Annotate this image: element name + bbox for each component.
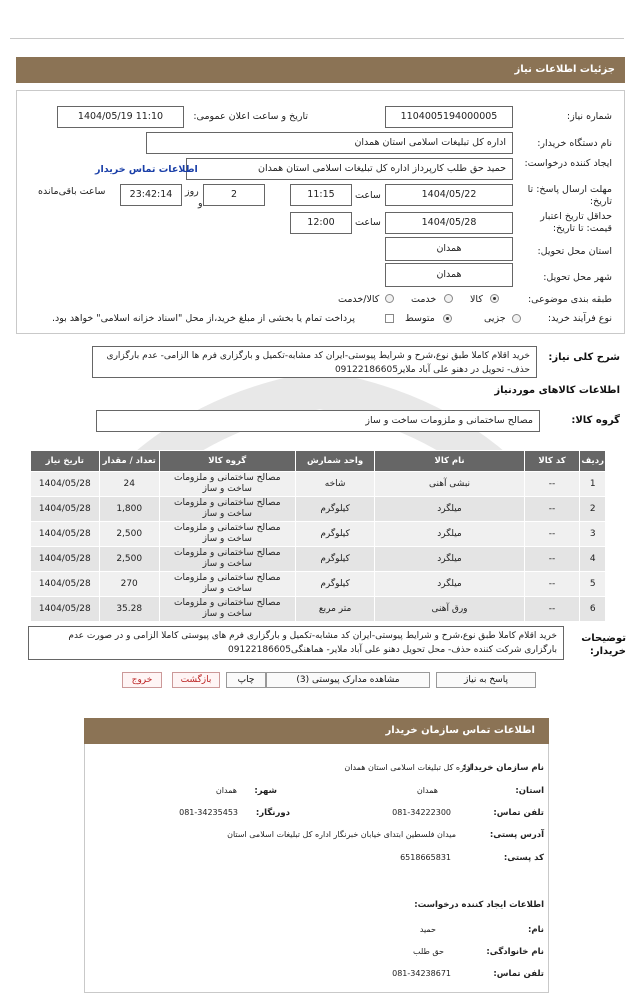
category-label: طبقه بندی موضوعی:	[527, 294, 612, 305]
page-title: جزئیات اطلاعات نیاز	[16, 57, 625, 83]
fax-value: 081-34235453	[179, 808, 238, 817]
notes-field: خرید اقلام کاملا طبق نوع،شرح و شرایط پیوستی-ایران کد مشابه-تکمیل و بارگزاری فرم های پیوستی کاملا الزامی و در صورت عدم بارگزاری شرکت کننده حذف- محل تحویل دهنو علی آباد ملایر- هماهنگی09122186605	[28, 626, 564, 660]
province-contact-value: همدان	[416, 786, 438, 795]
process-option-medium: متوسط	[405, 313, 435, 324]
process-option-minor: جزیی	[484, 313, 506, 324]
goods-group-field: مصالح ساختمانی و ملزومات ساخت و ساز	[96, 410, 540, 432]
province-contact-label: استان:	[515, 786, 544, 796]
payment-note: پرداخت تمام یا بخشی از مبلغ خرید،از محل "اسناد خزانه اسلامی" خواهد بود.	[52, 313, 355, 324]
cell-name: نبشی آهنی	[375, 472, 524, 497]
table-row	[31, 472, 606, 497]
payment-checkbox[interactable]	[385, 314, 394, 323]
validity-label-text: حداقل تاریخ اعتبار قیمت: تا تاریخ:	[540, 211, 612, 234]
address-value: میدان فلسطین ابتدای خیابان خبرنگار اداره کل تبلیغات اسلامی استان	[227, 830, 456, 839]
postal-label: کد پستی:	[503, 853, 544, 863]
address-label: آدرس پستی:	[489, 830, 544, 840]
cell-name: ورق آهنی	[375, 597, 524, 622]
cell-group: مصالح ساختمانی و ملزومات ساخت و ساز	[159, 597, 295, 622]
cell-qty: 2,500	[99, 522, 159, 547]
cell-group: مصالح ساختمانی و ملزومات ساخت و ساز	[159, 472, 295, 497]
creator-phone-value: 081-34238671	[392, 969, 451, 978]
cell-name: میلگرد	[375, 547, 524, 572]
col-unit: واحد شمارش	[295, 451, 375, 472]
cell-date: 1404/05/28	[31, 597, 100, 622]
deadline-time-field[interactable]: 11:15	[290, 184, 352, 206]
cell-row: 4	[580, 547, 606, 572]
cell-code: --	[524, 522, 580, 547]
exit-button[interactable]: خروج	[122, 672, 162, 688]
validity-time-field[interactable]: 12:00	[290, 212, 352, 234]
org-label: نام سازمان خریدار:	[462, 763, 544, 773]
cell-qty: 270	[99, 572, 159, 597]
cell-row: 6	[580, 597, 606, 622]
remaining-label: ساعت باقی‌مانده	[38, 186, 106, 197]
cell-date: 1404/05/28	[31, 572, 100, 597]
validity-time-label: ساعت	[355, 217, 381, 228]
cell-unit: کیلوگرم	[295, 547, 375, 572]
creator-label	[512, 158, 612, 170]
process-radio-medium[interactable]	[443, 314, 452, 323]
creator-field[interactable]: حمید حق طلب کارپرداز اداره کل تبلیغات اسلامی استان همدان	[186, 158, 513, 180]
goods-table	[30, 450, 606, 622]
city-contact-label: شهر:	[254, 786, 277, 796]
city-label: شهر محل تحویل:	[543, 272, 612, 283]
top-divider	[10, 38, 624, 39]
cell-code: --	[524, 547, 580, 572]
first-name-value: حمید	[419, 925, 436, 934]
col-row: ردیف	[580, 451, 606, 472]
phone-value: 081-34222300	[392, 808, 451, 817]
print-button[interactable]: چاپ	[226, 672, 266, 688]
province-label: استان محل تحویل:	[537, 246, 612, 257]
category-radio-goods[interactable]	[490, 294, 499, 303]
cell-name: میلگرد	[375, 497, 524, 522]
view-attachments-button[interactable]: مشاهده مدارک پیوستی (3)	[266, 672, 430, 688]
cell-code: --	[524, 572, 580, 597]
cell-qty: 35.28	[99, 597, 159, 622]
buyer-field[interactable]: اداره کل تبلیغات اسلامی استان همدان	[146, 132, 513, 154]
creator-phone-label: تلفن تماس:	[493, 969, 544, 979]
days-label: روز	[185, 186, 199, 197]
deadline-time-label: ساعت	[355, 190, 381, 201]
contact-section-title: اطلاعات تماس سازمان خریدار	[84, 718, 549, 744]
col-code: کد کالا	[524, 451, 580, 472]
cell-date: 1404/05/28	[31, 547, 100, 572]
deadline-label-text: مهلت ارسال پاسخ: تا تاریخ:	[527, 184, 612, 207]
postal-value: 6518665831	[400, 853, 451, 862]
table-row	[31, 522, 606, 547]
province-field[interactable]: همدان	[385, 237, 513, 261]
validity-date-field[interactable]: 1404/05/28	[385, 212, 513, 234]
cell-code: --	[524, 472, 580, 497]
cell-date: 1404/05/28	[31, 472, 100, 497]
deadline-date-field[interactable]: 1404/05/22	[385, 184, 513, 206]
col-group: گروه کالا	[159, 451, 295, 472]
col-name: نام کالا	[375, 451, 524, 472]
description-label: شرح کلی نیاز:	[548, 352, 620, 363]
need-number-field[interactable]: 1104005194000005	[385, 106, 513, 128]
creator-label-text: ایجاد کننده درخواست:	[524, 158, 612, 169]
category-option-service: خدمت	[411, 294, 437, 305]
cell-name: میلگرد	[375, 522, 524, 547]
cell-date: 1404/05/28	[31, 522, 100, 547]
org-value: اداره کل تبلیغات اسلامی استان همدان	[344, 763, 472, 772]
table-row	[31, 497, 606, 522]
city-field[interactable]: همدان	[385, 263, 513, 287]
category-radio-service[interactable]	[444, 294, 453, 303]
cell-qty: 1,800	[99, 497, 159, 522]
cell-row: 5	[580, 572, 606, 597]
cell-group: مصالح ساختمانی و ملزومات ساخت و ساز	[159, 522, 295, 547]
city-contact-value: همدان	[215, 786, 237, 795]
cell-row: 2	[580, 497, 606, 522]
category-option-goods: کالا	[470, 294, 483, 305]
back-button[interactable]: بازگشت	[172, 672, 220, 688]
col-date: تاریخ نیاز	[31, 451, 100, 472]
goods-table-header	[31, 451, 606, 472]
category-option-both: کالا/خدمت	[338, 294, 380, 305]
phone-label: تلفن تماس:	[493, 808, 544, 818]
description-field: خرید اقلام کاملا طبق نوع،شرح و شرایط پیوستی-ایران کد مشابه-تکمیل و بارگزاری فرم ها الزامی- عدم بارگزاری حذف- تحویل در دهنو علی آباد ملایر09122186605	[92, 346, 537, 378]
creator-info-title: اطلاعات ایجاد کننده درخواست:	[414, 900, 544, 910]
category-radio-both[interactable]	[385, 294, 394, 303]
announce-field[interactable]: 1404/05/19 11:10	[57, 106, 184, 128]
cell-qty: 24	[99, 472, 159, 497]
buyer-contact-link[interactable]: اطلاعات تماس خریدار	[95, 164, 198, 175]
cell-group: مصالح ساختمانی و ملزومات ساخت و ساز	[159, 572, 295, 597]
last-name-label: نام خانوادگی:	[486, 947, 544, 957]
cell-date: 1404/05/28	[31, 497, 100, 522]
cell-unit: کیلوگرم	[295, 497, 375, 522]
cell-unit: متر مربع	[295, 597, 375, 622]
deadline-label	[512, 184, 612, 208]
cell-unit: کیلوگرم	[295, 522, 375, 547]
cell-unit: شاخه	[295, 472, 375, 497]
fax-label: دورنگار:	[255, 808, 290, 818]
validity-label	[512, 211, 612, 235]
cell-unit: کیلوگرم	[295, 572, 375, 597]
col-qty: تعداد / مقدار	[99, 451, 159, 472]
process-radio-minor[interactable]	[512, 314, 521, 323]
last-name-value: حق طلب	[412, 947, 444, 956]
cell-code: --	[524, 597, 580, 622]
buyer-label: نام دستگاه خریدار:	[537, 138, 612, 149]
cell-row: 3	[580, 522, 606, 547]
process-label: نوع فرآیند خرید:	[547, 313, 612, 324]
reply-button[interactable]: پاسخ به نیاز	[436, 672, 536, 688]
days-suffix: و	[198, 198, 203, 209]
cell-row: 1	[580, 472, 606, 497]
days-field[interactable]: 2	[203, 184, 265, 206]
table-row	[31, 572, 606, 597]
cell-code: --	[524, 497, 580, 522]
table-row	[31, 597, 606, 622]
need-number-label: شماره نیاز:	[566, 111, 612, 122]
first-name-label: نام:	[527, 925, 544, 935]
cell-group: مصالح ساختمانی و ملزومات ساخت و ساز	[159, 497, 295, 522]
goods-section-title: اطلاعات کالاهای موردنیاز	[494, 385, 620, 396]
cell-qty: 2,500	[99, 547, 159, 572]
remaining-time-field[interactable]: 23:42:14	[120, 184, 182, 206]
table-row	[31, 547, 606, 572]
cell-name: میلگرد	[375, 572, 524, 597]
goods-group-label: گروه کالا:	[571, 415, 620, 426]
notes-label: توضیحات خریدار:	[581, 633, 626, 657]
contact-panel	[84, 744, 549, 993]
cell-group: مصالح ساختمانی و ملزومات ساخت و ساز	[159, 547, 295, 572]
announce-label: تاریخ و ساعت اعلان عمومی:	[193, 111, 308, 122]
